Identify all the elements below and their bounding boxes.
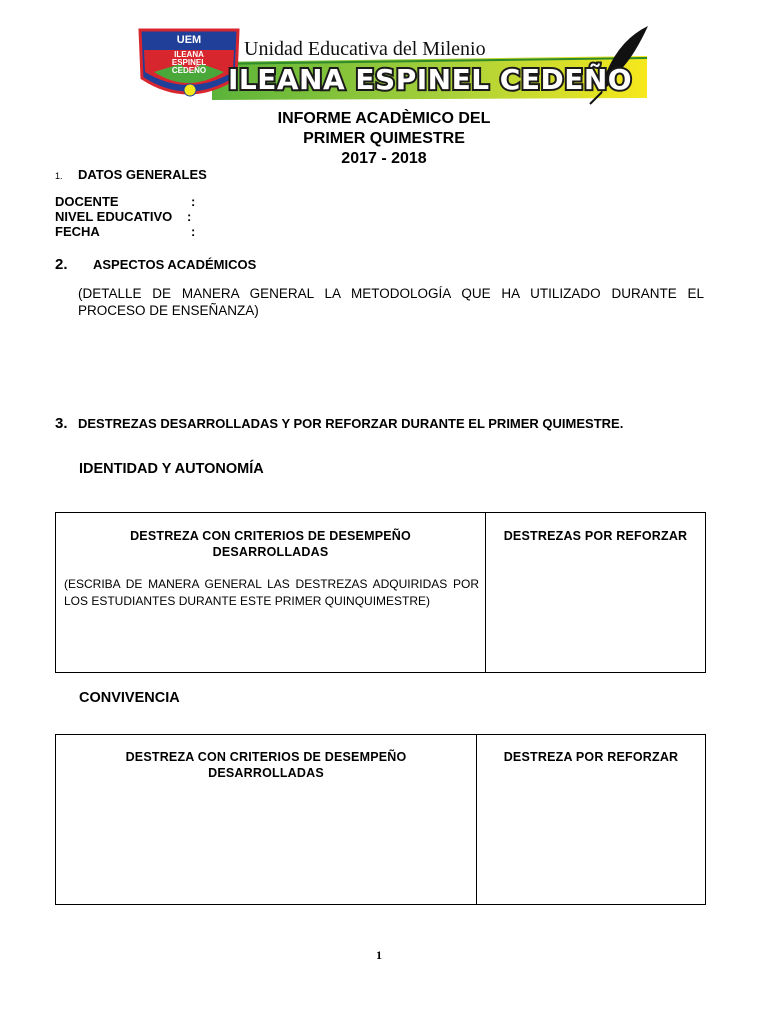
area-heading-convivencia: CONVIVENCIA (79, 690, 180, 706)
school-crest-icon (140, 30, 238, 96)
field-nivel-label: NIVEL EDUCATIVO (55, 209, 173, 224)
badge-line-2: ESPINEL (171, 58, 207, 67)
report-title-line2: PRIMER QUIMESTRE (303, 130, 465, 147)
reinforce-skills-header: DESTREZAS POR REFORZAR (503, 529, 688, 543)
badge-line-3: CEDEÑO (171, 66, 207, 75)
developed-skills-cell (56, 513, 486, 673)
field-docente-colon: : (191, 194, 196, 209)
field-fecha-colon: : (191, 224, 196, 239)
section1-title: DATOS GENERALES (78, 167, 207, 182)
area-heading-identidad: IDENTIDAD Y AUTONOMÍA (79, 461, 264, 477)
reinforce-skills-header: DESTREZA POR REFORZAR (503, 750, 679, 764)
section2-number: 2. (55, 256, 68, 273)
badge-title: UEM (176, 34, 202, 46)
developed-skills-header: DESTREZA CON CRITERIOS DE DESEMPEÑO DESARROLLADAS (130, 529, 411, 559)
school-banner (132, 22, 652, 108)
section3-title: DESTREZAS DESARROLLADAS Y POR REFORZAR DURANTE EL PRIMER QUIMESTRE. (78, 416, 624, 431)
section2-instruction: (DETALLE DE MANERA GENERAL LA METODOLOGÍA QUE HA UTILIZADO DURANTE EL PROCESO DE ENSEÑANZA) (78, 286, 704, 318)
report-title-line1: INFORME ACADÈMICO DEL (277, 110, 491, 127)
reinforce-skills-cell (477, 735, 706, 905)
school-name: ILEANA ESPINEL CEDEÑO (228, 63, 633, 96)
field-nivel-colon: : (187, 209, 192, 224)
skills-table-convivencia (55, 734, 706, 905)
section3-number: 3. (55, 415, 68, 432)
developed-skills-cell (56, 735, 477, 905)
report-period: 2017 - 2018 (341, 150, 427, 167)
developed-skills-note: (ESCRIBA DE MANERA GENERAL LAS DESTREZAS ADQUIRIDAS POR LOS ESTUDIANTES DURANTE ESTE PRIMER QUINQUIMESTRE) (64, 577, 479, 608)
developed-skills-header: DESTREZA CON CRITERIOS DE DESEMPEÑO DESARROLLADAS (125, 750, 407, 780)
reinforce-skills-cell (486, 513, 706, 673)
skills-table-identidad (55, 512, 706, 673)
school-type: Unidad Educativa del Milenio (244, 38, 486, 60)
field-fecha-label: FECHA (55, 224, 100, 239)
field-docente-label: DOCENTE (55, 194, 119, 209)
badge-line-1: ILEANA (174, 50, 204, 59)
section1-number: 1. (55, 171, 63, 181)
section2-title: ASPECTOS ACADÉMICOS (93, 257, 257, 272)
page-number: 1 (376, 948, 382, 962)
